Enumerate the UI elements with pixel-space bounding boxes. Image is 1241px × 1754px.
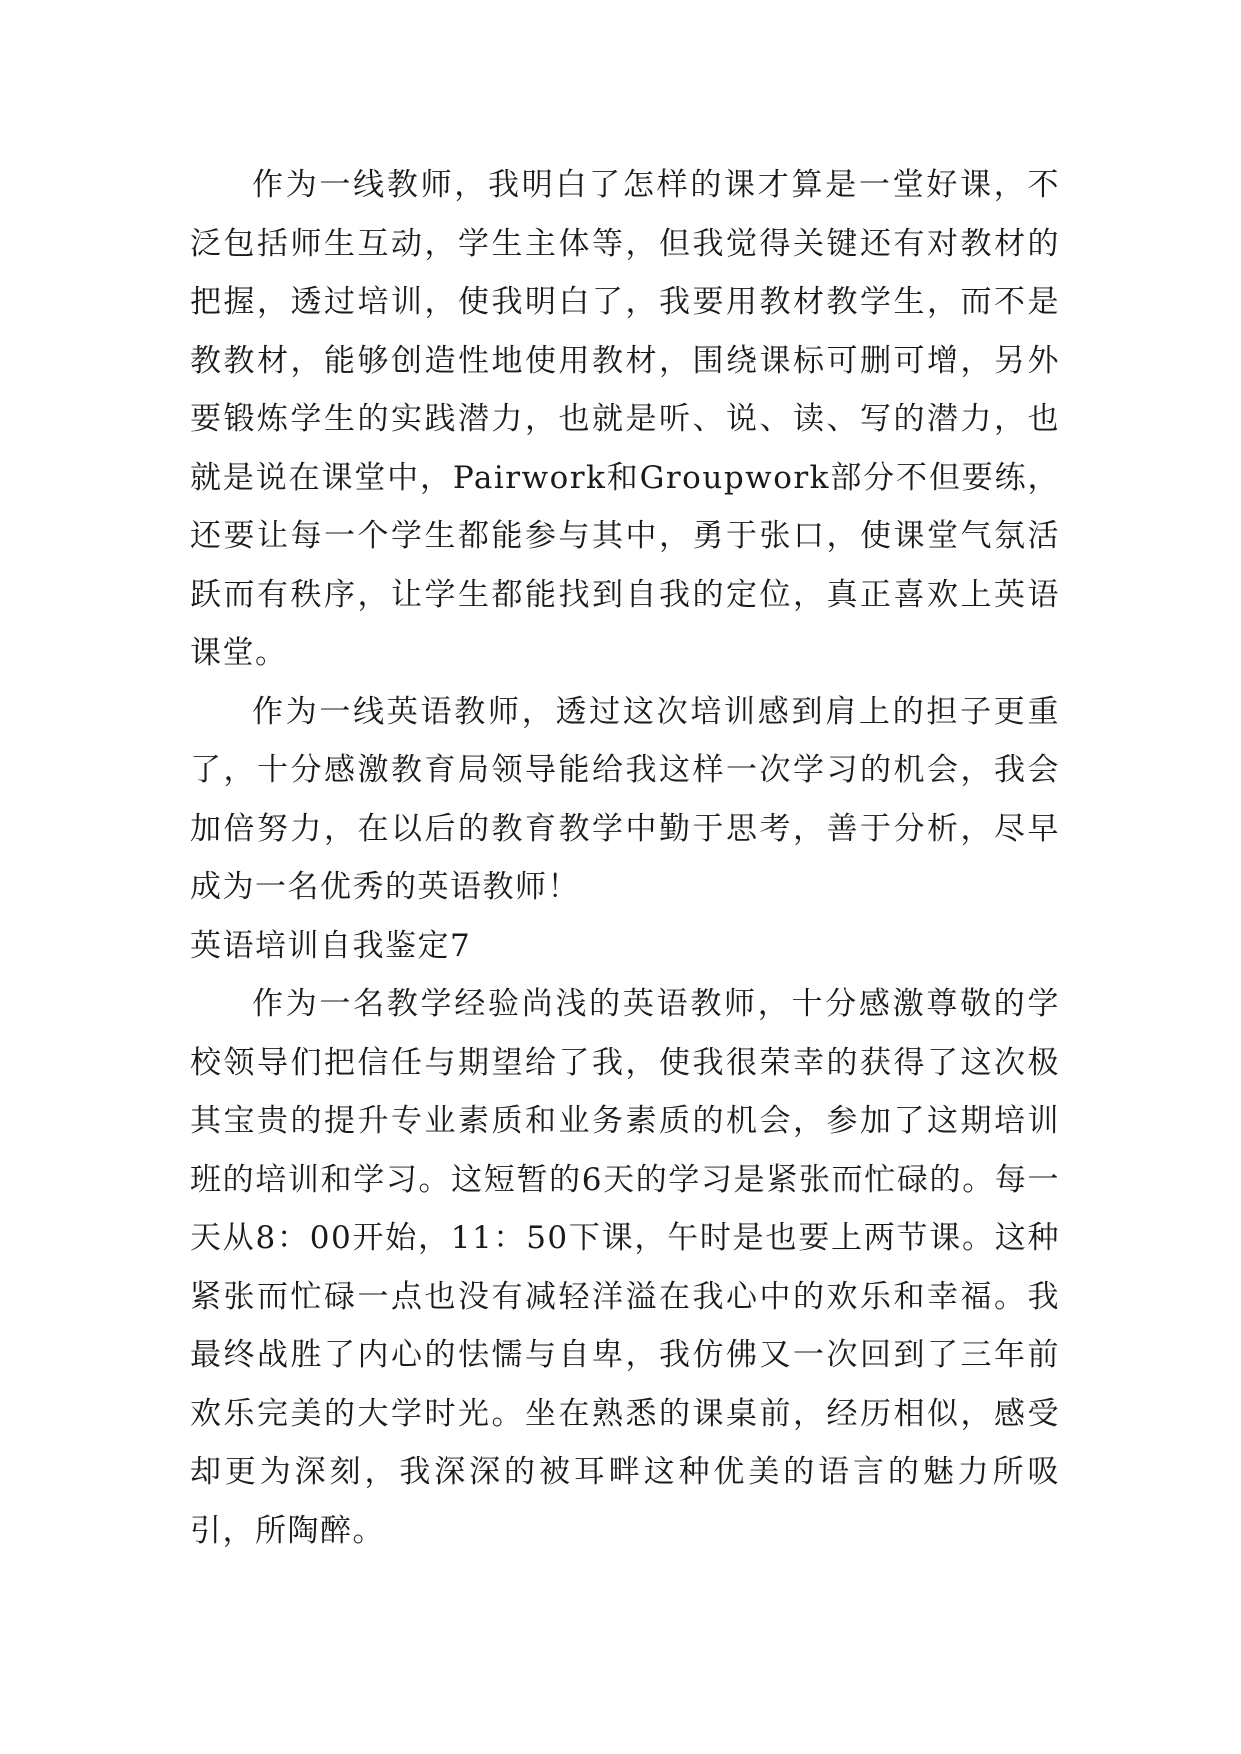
paragraph-teaching-reflection: 作为一线教师，我明白了怎样的课才算是一堂好课，不泛包括师生互动，学生主体等，但我觉得关键还有对教材的把握，透过培训，使我明白了，我要用教材教学生，而不是教教材，能够创造性地使用教材，围绕课标可删可增，另外要锻炼学生的实践潜力，也就是听、说、读、写的潜力，也就是说在课堂中，Pairwork和Groupwork部分不但要练，还要让每一个学生都能参与其中，勇于张口，使课堂气氛活跃而有秩序，让学生都能找到自我的定位，真正喜欢上英语课堂。 — [190, 167, 1060, 671]
paragraph-training-experience: 作为一名教学经验尚浅的英语教师，十分感激尊敬的学校领导们把信任与期望给了我，使我很荣幸的获得了这次极其宝贵的提升专业素质和业务素质的机会，参加了这期培训班的培训和学习。这短暂的6天的学习是紧张而忙碌的。每一天从8：00开始，11：50下课，午时是也要上两节课。这种紧张而忙碌一点也没有减轻洋溢在我心中的欢乐和幸福。我最终战胜了内心的怯懦与自卑，我仿佛又一次回到了三年前欢乐完美的大学时光。坐在熟悉的课桌前，经历相似，感受却更为深刻，我深深的被耳畔这种优美的语言的魅力所吸引，所陶醉。 — [190, 986, 1060, 1549]
document-body — [190, 156, 1060, 1560]
section-heading: 英语培训自我鉴定7 — [190, 927, 472, 964]
paragraph-training-gratitude: 作为一线英语教师，透过这次培训感到肩上的担子更重了，十分感激教育局领导能给我这样一次学习的机会，我会加倍努力，在以后的教育教学中勤于思考，善于分析，尽早成为一名优秀的英语教师！ — [190, 693, 1060, 905]
